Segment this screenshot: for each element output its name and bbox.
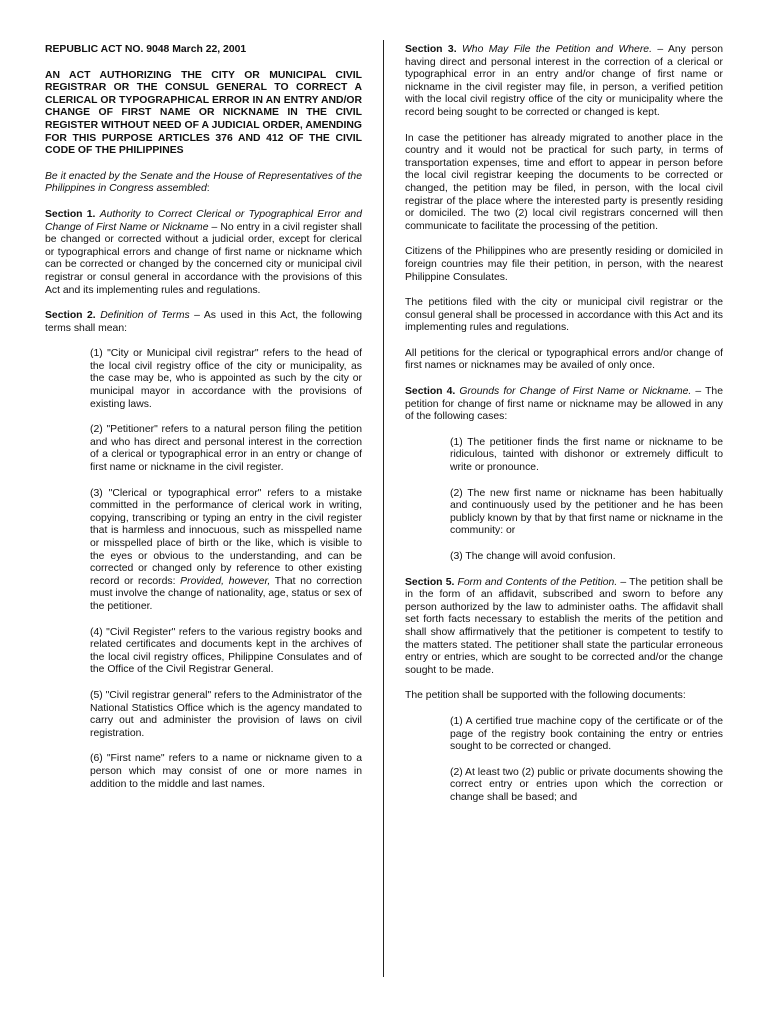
paragraph: In case the petitioner has already migrated to another place in the country and it would not be practical for such party, in terms of transportation expenses, time and effort to appear in person before the local civil registrar keeping the documents to be corrected or changed, the petition may be filed, in person, with the local civil registrar of the place where the interested party is presently residing or domiciled. The two (2) local civil registrars concerned will then communicate to facilitate the processing of the petition. — [405, 132, 723, 232]
enacting-text: Be it enacted by the Senate and the House of Representatives of the Philippines in Congress assembled — [45, 170, 362, 195]
item3-proviso: Provided, however, — [180, 575, 271, 587]
section-2-dash: – — [189, 310, 204, 322]
right-column — [405, 44, 723, 818]
item3-post: That no correction must involve the change of nationality, age, status or sex of the petitioner. — [90, 575, 363, 612]
section-4-dash: – — [691, 386, 702, 398]
definition-item: (5) "Civil registrar general" refers to the Administrator of the National Statistics Office which is the agency mandated to carry out and administer the provision of laws on civil registration. — [90, 689, 362, 739]
paragraph: The petition shall be supported with the following documents: — [405, 690, 686, 702]
definition-item: (2) "Petitioner" refers to a natural person filing the petition and who has direct and personal interest in the correction of a clerical or typographical error in an entry or change of first name or nickname in the civil register. — [90, 424, 362, 474]
document-item: (1) A certified true machine copy of the certificate or of the page of the registry book containing the entry or entries sought to be corrected or changed. — [450, 715, 723, 753]
section-4 — [405, 386, 723, 424]
section-3-dash: – — [651, 44, 668, 55]
section-2-title: Definition of Terms — [100, 310, 190, 322]
act-long-title: AN ACT AUTHORIZING THE CITY OR MUNICIPAL CIVIL REGISTRAR OR THE CONSUL GENERAL TO CORRECT A CLERICAL OR TYPOGRAPHICAL ERROR IN AN ENTRY AND/OR CHANGE OF FIRST NAME OR NICKNAME IN THE CIVIL REGISTER WITHOUT NEED OF A JUDICIAL ORDER, AMENDING FOR THIS PURPOSE ARTICLES 376 AND 412 OF THE CIVIL CODE OF THE PHILIPPINES — [45, 69, 362, 157]
section-4-body: The petition for change of first name or nickname may be allowed in any of the following cases: — [405, 386, 723, 423]
section-1-dash: – — [208, 221, 221, 233]
section-1-body: No entry in a civil register shall be changed or corrected without a judicial order, except for clerical or typographical errors and change of first name or nickname which can be corrected or changed by the concerned city or municipal civil registrar or consul general in accordance with the provisions of this Act and its implementing rules and regulations. — [45, 221, 362, 296]
act-number-heading: REPUBLIC ACT NO. 9048 March 22, 2001 — [45, 44, 247, 55]
ground-item: (3) The change will avoid confusion. — [450, 551, 616, 562]
document-item: (2) At least two (2) public or private documents showing the correct entry or entries upon which the correction or change shall be based; and — [450, 766, 723, 803]
section-3 — [405, 44, 723, 120]
section-1 — [45, 209, 362, 297]
section-5-head: Section 5. — [405, 576, 455, 588]
definition-item: (4) "Civil Register" refers to the various registry books and related certificates and documents kept in the archives of the local civil registry offices, Philippine Consulates and of the Office of the Civil Registrar General. — [90, 626, 362, 676]
ground-item: (1) The petitioner finds the first name or nickname to be ridiculous, tainted with dishonor or extremely difficult to write or pronounce. — [450, 436, 723, 474]
definition-item: (6) "First name" refers to a name or nickname given to a person which may consist of one or more names in addition to the middle and last names. — [90, 753, 362, 790]
section-5-dash: – — [617, 576, 630, 588]
ground-item: (2) The new first name or nickname has been habitually and continuously used by the petitioner and he has been publicly known by that by that first name or nickname in the community: or — [450, 487, 723, 537]
definition-item-3 — [90, 488, 362, 614]
paragraph: Citizens of the Philippines who are presently residing or domiciled in foreign countries may file their petition, in person, with the nearest Philippine Consulates. — [405, 246, 723, 283]
section-3-head: Section 3. — [405, 44, 457, 55]
section-1-head: Section 1. — [45, 208, 96, 220]
section-5 — [405, 577, 723, 678]
column-divider — [383, 40, 384, 977]
definition-item: (1) "City or Municipal civil registrar" refers to the head of the local civil registry office of the city or municipality, as the case may be, who is appointed as such by the city or municipal mayor in accordance with the provisions of existing laws. — [90, 348, 362, 410]
enacting-colon: : — [206, 183, 210, 195]
section-5-title: Form and Contents of the Petition. — [457, 576, 618, 588]
section-3-body: Any person having direct and personal interest in the correction of a clerical or typographical error in an entry and/or change of first name or nickname in the civil register may file, in person, a verified petition with the local civil registry office of the city or municipality where the record being sought to be corrected or changed is kept. — [405, 44, 724, 118]
section-3-title: Who May File the Petition and Where. — [461, 44, 652, 55]
section-5-body: The petition shall be in the form of an affidavit, subscribed and sworn to before any person authorized by the law to administer oaths. The affidavit shall set forth facts necessary to establish the merits of the petition and shall show affirmatively that the petitioner is competent to testify to the matters stated. The petitioner shall state the particular erroneous entry or entries, which are sought to be corrected and/or the change sought to be made. — [405, 576, 723, 676]
section-4-head: Section 4. — [405, 386, 456, 398]
item3-pre: (3) "Clerical or typographical error" refers to a mistake committed in the performance of clerical work in writing, copying, transcribing or typing an entry in the civil register that is harmless and innocuous, such as misspelled name or misspelled place of birth or the like, which is visible to the eyes or obvious to the understanding, and can be corrected or changed only by reference to other existing record or records: — [90, 487, 362, 587]
section-2-body: As used in this Act, the following terms shall mean: — [45, 310, 362, 334]
section-2-head: Section 2. — [45, 310, 96, 322]
enacting-clause — [45, 171, 362, 196]
section-2 — [45, 310, 362, 335]
section-1-title: Authority to Correct Clerical or Typographical Error and Change of First Name or Nickname — [45, 208, 362, 233]
paragraph: The petitions filed with the city or municipal civil registrar or the consul general shall be processed in accordance with this Act and its implementing rules and regulations. — [405, 297, 723, 334]
paragraph: All petitions for the clerical or typographical errors and/or change of first names or nicknames may be availed of only once. — [405, 347, 723, 372]
left-column — [45, 44, 362, 804]
section-4-title: Grounds for Change of First Name or Nickname. — [459, 386, 692, 398]
